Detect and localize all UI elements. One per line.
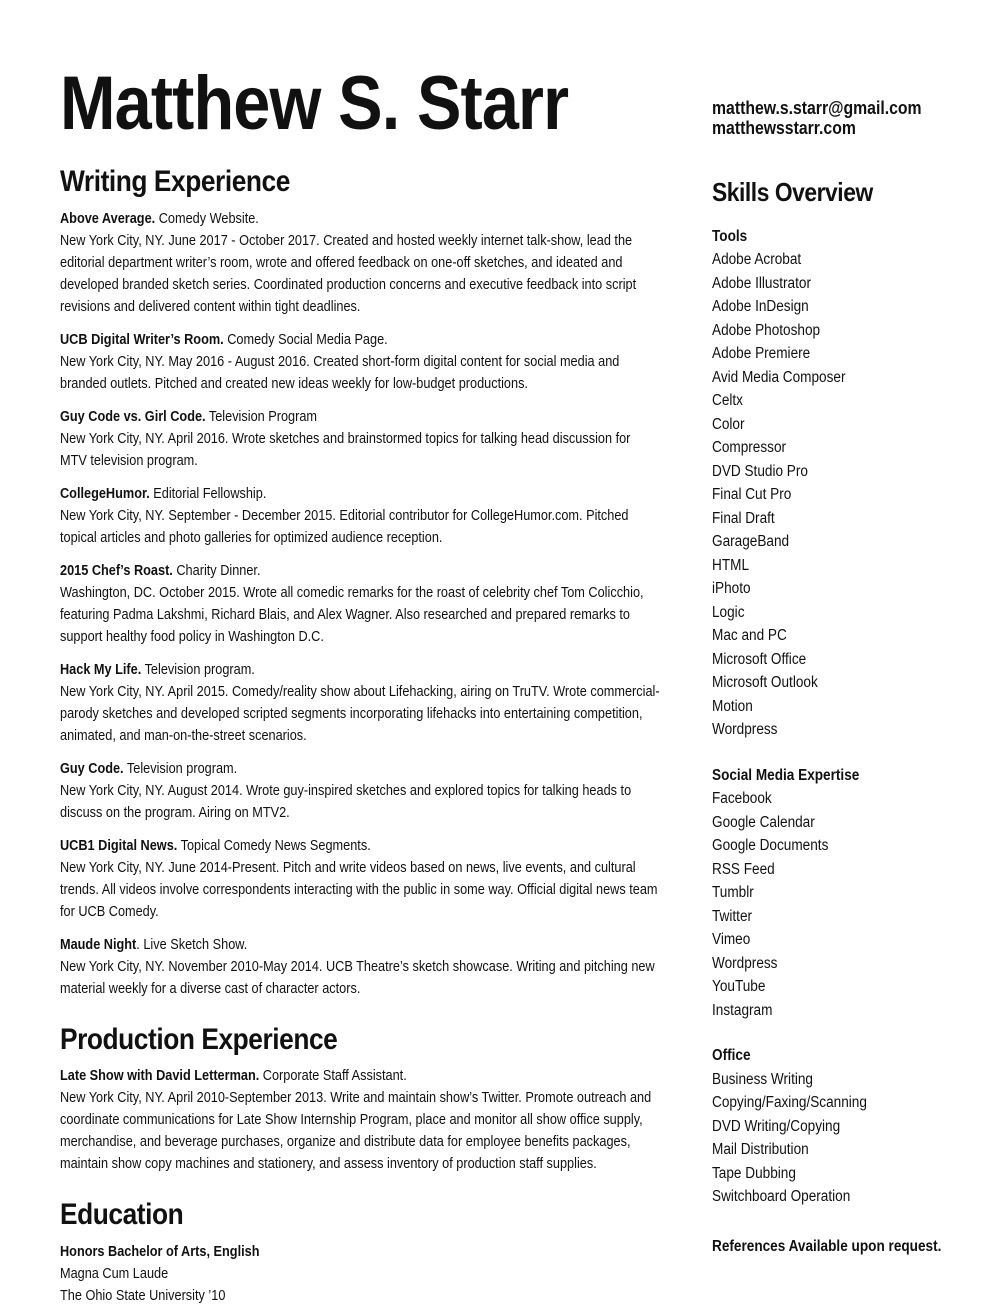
- skill-item: Business Writing: [712, 1070, 813, 1088]
- skill-item: Copying/Faxing/Scanning: [712, 1094, 867, 1112]
- experience-entry: [60, 329, 660, 395]
- skill-group-label: Tools: [712, 227, 748, 245]
- entry-heading: [60, 659, 660, 681]
- entry-title: Above Average.: [60, 210, 156, 227]
- skill-item: Instagram: [712, 1001, 773, 1019]
- entry-description: New York City, NY. November 2010-May 2014. UCB Theatre’s sketch showcase. Writing and pitching new material weekly for a diverse cast of character actors.: [60, 958, 655, 997]
- skill-item: Mail Distribution: [712, 1141, 809, 1159]
- skill-items-office: [712, 1068, 975, 1209]
- experience-entry: [60, 208, 660, 318]
- entry-role: . Live Sketch Show.: [136, 936, 248, 953]
- contact-email: matthew.s.starr@gmail.com: [712, 98, 922, 118]
- entry-heading: [60, 835, 660, 857]
- skill-item: Google Documents: [712, 837, 829, 855]
- entry-heading: [60, 1065, 660, 1087]
- skill-item: Microsoft Office: [712, 650, 807, 668]
- entry-title: UCB Digital Writer’s Room.: [60, 331, 224, 348]
- experience-entry: [60, 560, 660, 648]
- skill-item: YouTube: [712, 978, 766, 996]
- skill-item: Compressor: [712, 439, 787, 457]
- skill-item: HTML: [712, 556, 750, 574]
- section-heading-skills-overview: Skills Overview: [712, 177, 873, 207]
- entry-role: Editorial Fellowship.: [149, 485, 267, 502]
- skill-item: Google Calendar: [712, 813, 815, 831]
- entry-role: Comedy Social Media Page.: [223, 331, 388, 348]
- production-experience-entries: [60, 1065, 660, 1175]
- entry-description: New York City, NY. August 2014. Wrote guy-inspired sketches and explored topics for talking heads to discuss on the program. Airing on MTV2.: [60, 782, 632, 821]
- entry-description: New York City, NY. September - December 2015. Editorial contributor for CollegeHumor.com. Pitched topical articles and photo galleries for optimized audience reception.: [60, 507, 629, 546]
- entry-title: Hack My Life.: [60, 661, 142, 678]
- entry-role: Television program.: [123, 760, 238, 777]
- skill-item: Adobe Photoshop: [712, 321, 821, 339]
- skill-item: Adobe Premiere: [712, 345, 811, 363]
- experience-entry: [60, 934, 660, 1000]
- skill-item: Motion: [712, 697, 753, 715]
- entry-heading: [60, 560, 660, 582]
- entry-description: New York City, NY. April 2015. Comedy/reality show about Lifehacking, airing on TruTV. Wrote commercial-parody sketches and developed scripted segments incorporating lifehacks into entertaining competition, animated, and man-on-the-street scenarios.: [60, 683, 660, 744]
- education-degree: Honors Bachelor of Arts, English: [60, 1243, 260, 1260]
- education-school: The Ohio State University ’10: [60, 1287, 226, 1304]
- entry-heading: [60, 208, 660, 230]
- entry-title: Guy Code vs. Girl Code.: [60, 408, 206, 425]
- page-title: Matthew S. Starr: [60, 61, 569, 146]
- experience-entry: [60, 758, 660, 824]
- entry-role: Topical Comedy News Segments.: [177, 837, 371, 854]
- skill-item: Tumblr: [712, 884, 754, 902]
- entry-description: New York City, NY. April 2010-September 2013. Write and maintain show’s Twitter. Promote outreach and coordinate communications for Late Show Internship Program, place and monitor all show office supply, merchandise, and beverage purchases, organize and distribute data for employee benefits packages, maintain show copy machines and stationery, and assess inventory of production staff supplies.: [60, 1090, 652, 1172]
- entry-role: Comedy Website.: [155, 210, 259, 227]
- skill-group-social-media: [712, 764, 975, 1023]
- skill-group-label: Office: [712, 1047, 751, 1065]
- experience-entry: [60, 1065, 660, 1175]
- contact-block: [712, 98, 975, 138]
- entry-title: Guy Code.: [60, 760, 124, 777]
- entry-description: Washington, DC. October 2015. Wrote all comedic remarks for the roast of celebrity chef Tom Colicchio, featuring Padma Lakshmi, Richard Blais, and Alex Wagner. Also researched and prepared remarks to support healthy food policy in Washington D.C.: [60, 584, 644, 645]
- skill-item: RSS Feed: [712, 860, 775, 878]
- skill-item: Color: [712, 415, 745, 433]
- skill-item: Wordpress: [712, 954, 778, 972]
- skill-group-label: Social Media Expertise: [712, 766, 860, 784]
- entry-title: Late Show with David Letterman.: [60, 1068, 260, 1084]
- skill-item: Twitter: [712, 907, 753, 925]
- experience-entry: [60, 406, 660, 472]
- skill-item: Adobe Acrobat: [712, 251, 802, 269]
- skill-item: DVD Writing/Copying: [712, 1117, 841, 1135]
- section-heading-education: Education: [60, 1198, 184, 1231]
- entry-description: New York City, NY. June 2014-Present. Pitch and write videos based on news, live events, and cultural trends. All videos involve correspondents interacting with the public in some way. Official digital news team for UCB Comedy.: [60, 859, 658, 920]
- skill-item: Logic: [712, 603, 745, 621]
- skill-item: Adobe InDesign: [712, 298, 809, 316]
- entry-role: Corporate Staff Assistant.: [259, 1068, 407, 1084]
- section-heading-writing-experience: Writing Experience: [60, 165, 290, 198]
- experience-entry: [60, 835, 660, 923]
- skill-group-office: [712, 1044, 975, 1209]
- skill-item: Adobe Illustrator: [712, 274, 811, 292]
- entry-heading: [60, 758, 660, 780]
- skill-item: DVD Studio Pro: [712, 462, 808, 480]
- entry-description: New York City, NY. June 2017 - October 2017. Created and hosted weekly internet talk-show, lead the editorial department writer’s room, wrote and offered feedback on one-off sketches, and ideated and developed branded sketch series. Coordinated production concerns and executive feedback into script revisions and delivered content within tight deadlines.: [60, 232, 637, 315]
- entry-title: 2015 Chef’s Roast.: [60, 562, 173, 579]
- experience-entry: [60, 483, 660, 549]
- entry-title: Maude Night: [60, 936, 137, 953]
- skill-group-tools: [712, 225, 975, 742]
- entry-heading: [60, 934, 660, 956]
- entry-title: CollegeHumor.: [60, 485, 150, 502]
- contact-website: matthewsstarr.com: [712, 118, 856, 138]
- skill-item: Facebook: [712, 790, 772, 808]
- writing-experience-entries: [60, 208, 660, 1000]
- entry-description: New York City, NY. April 2016. Wrote sketches and brainstormed topics for talking head discussion for MTV television program.: [60, 430, 631, 469]
- section-heading-production-experience: Production Experience: [60, 1022, 338, 1056]
- skill-item: Final Draft: [712, 509, 775, 527]
- main-column: [60, 0, 660, 1307]
- skill-item: Final Cut Pro: [712, 486, 792, 504]
- skill-item: Wordpress: [712, 721, 778, 739]
- skill-items-tools: [712, 248, 975, 742]
- entry-heading: [60, 406, 660, 428]
- skill-items-social-media: [712, 787, 975, 1022]
- entry-heading: [60, 483, 660, 505]
- entry-description: New York City, NY. May 2016 - August 2016. Created short-form digital content for social media and branded outlets. Pitched and created new ideas weekly for low-budget productions.: [60, 353, 620, 392]
- skill-item: Celtx: [712, 392, 743, 410]
- experience-entry: [60, 659, 660, 747]
- sidebar-column: [712, 0, 975, 1258]
- entry-role: Television Program: [205, 408, 318, 425]
- entry-role: Charity Dinner.: [172, 562, 261, 579]
- skill-item: Microsoft Outlook: [712, 674, 818, 692]
- references-note: References Available upon request.: [712, 1237, 942, 1255]
- skill-item: Avid Media Composer: [712, 368, 846, 386]
- skill-item: Vimeo: [712, 931, 751, 949]
- entry-role: Television program.: [141, 661, 255, 678]
- skill-item: Switchboard Operation: [712, 1188, 851, 1206]
- skill-item: Tape Dubbing: [712, 1164, 796, 1182]
- entry-title: UCB1 Digital News.: [60, 837, 178, 854]
- skill-item: GarageBand: [712, 533, 790, 551]
- skill-item: Mac and PC: [712, 627, 787, 645]
- entry-heading: [60, 329, 660, 351]
- education-honors: Magna Cum Laude: [60, 1265, 169, 1282]
- skill-item: iPhoto: [712, 580, 751, 598]
